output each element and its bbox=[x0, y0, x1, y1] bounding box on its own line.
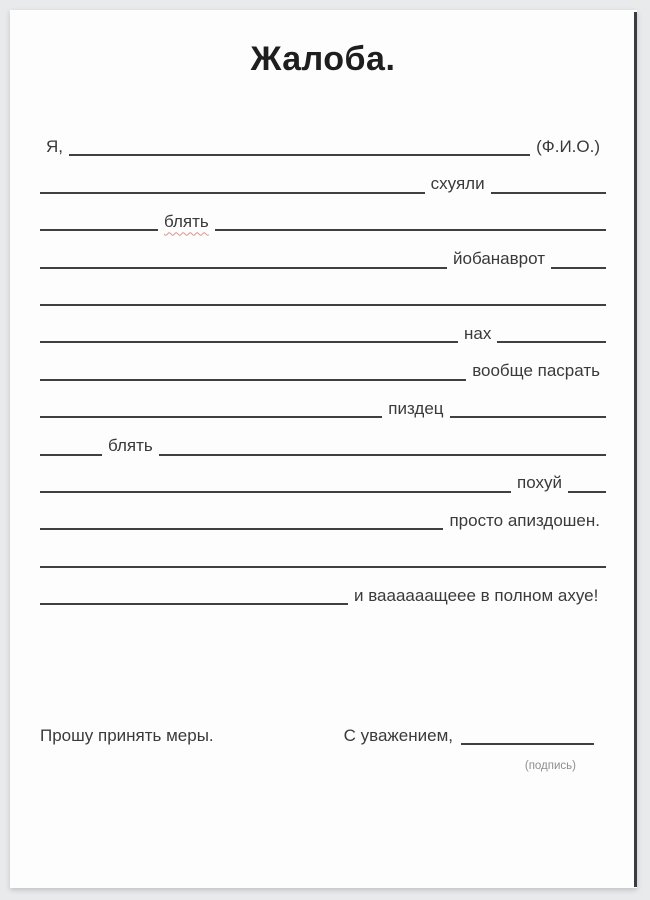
form-row bbox=[40, 456, 606, 493]
blank-line bbox=[159, 454, 606, 456]
form-row bbox=[40, 156, 606, 193]
form-row bbox=[40, 119, 606, 156]
form-word: вообще пасрать bbox=[472, 361, 600, 381]
blank-line bbox=[40, 192, 425, 194]
page-title: Жалоба. bbox=[250, 40, 396, 78]
form-row bbox=[40, 194, 606, 231]
form-row bbox=[40, 530, 606, 567]
blank-line bbox=[40, 341, 458, 343]
closing-label: С уважением, bbox=[343, 726, 453, 746]
blank-line bbox=[40, 416, 382, 418]
form-word: схуяли bbox=[430, 174, 485, 194]
form-row bbox=[40, 568, 606, 605]
blank-line bbox=[40, 229, 158, 231]
form-word: Я, bbox=[46, 136, 63, 156]
form-row bbox=[40, 306, 606, 343]
form-row bbox=[40, 418, 606, 455]
blank-line bbox=[40, 566, 606, 568]
form-word: нах bbox=[463, 323, 492, 343]
footer-row bbox=[40, 726, 606, 746]
form-word: блять bbox=[108, 435, 153, 455]
blank-line bbox=[40, 267, 447, 269]
blank-line bbox=[40, 603, 348, 605]
signature-caption: (подпись) bbox=[524, 760, 576, 773]
form-word: блять bbox=[164, 211, 209, 231]
closing-block bbox=[344, 726, 594, 746]
blank-line bbox=[40, 491, 511, 493]
signature-blank-line bbox=[461, 743, 594, 745]
blank-line bbox=[69, 154, 530, 156]
form-row bbox=[40, 381, 606, 418]
blank-line bbox=[40, 379, 466, 381]
request-action-text: Прошу принять меры. bbox=[40, 726, 214, 746]
blank-line bbox=[40, 454, 102, 456]
blank-line bbox=[551, 267, 606, 269]
form-row bbox=[40, 231, 606, 268]
complaint-form-lines bbox=[40, 119, 606, 605]
blank-line bbox=[215, 229, 606, 231]
form-word: просто апиздошен. bbox=[449, 510, 600, 530]
form-word: (Ф.И.О.) bbox=[536, 136, 600, 156]
page-content bbox=[10, 10, 637, 888]
form-word: йобанаврот bbox=[453, 249, 545, 269]
blank-line bbox=[491, 192, 606, 194]
form-word: пиздец bbox=[388, 398, 444, 418]
blank-line bbox=[40, 528, 443, 530]
blank-line bbox=[450, 416, 606, 418]
form-row bbox=[40, 269, 606, 306]
blank-line bbox=[40, 304, 606, 306]
form-word: похуй bbox=[517, 473, 562, 493]
blank-line bbox=[568, 491, 606, 493]
blank-line bbox=[497, 341, 606, 343]
form-row bbox=[40, 343, 606, 380]
form-word: и ваааааащеее в полном ахуе! bbox=[354, 585, 599, 605]
complaint-form-page bbox=[10, 10, 637, 888]
form-row bbox=[40, 493, 606, 530]
page-footer bbox=[40, 726, 606, 772]
